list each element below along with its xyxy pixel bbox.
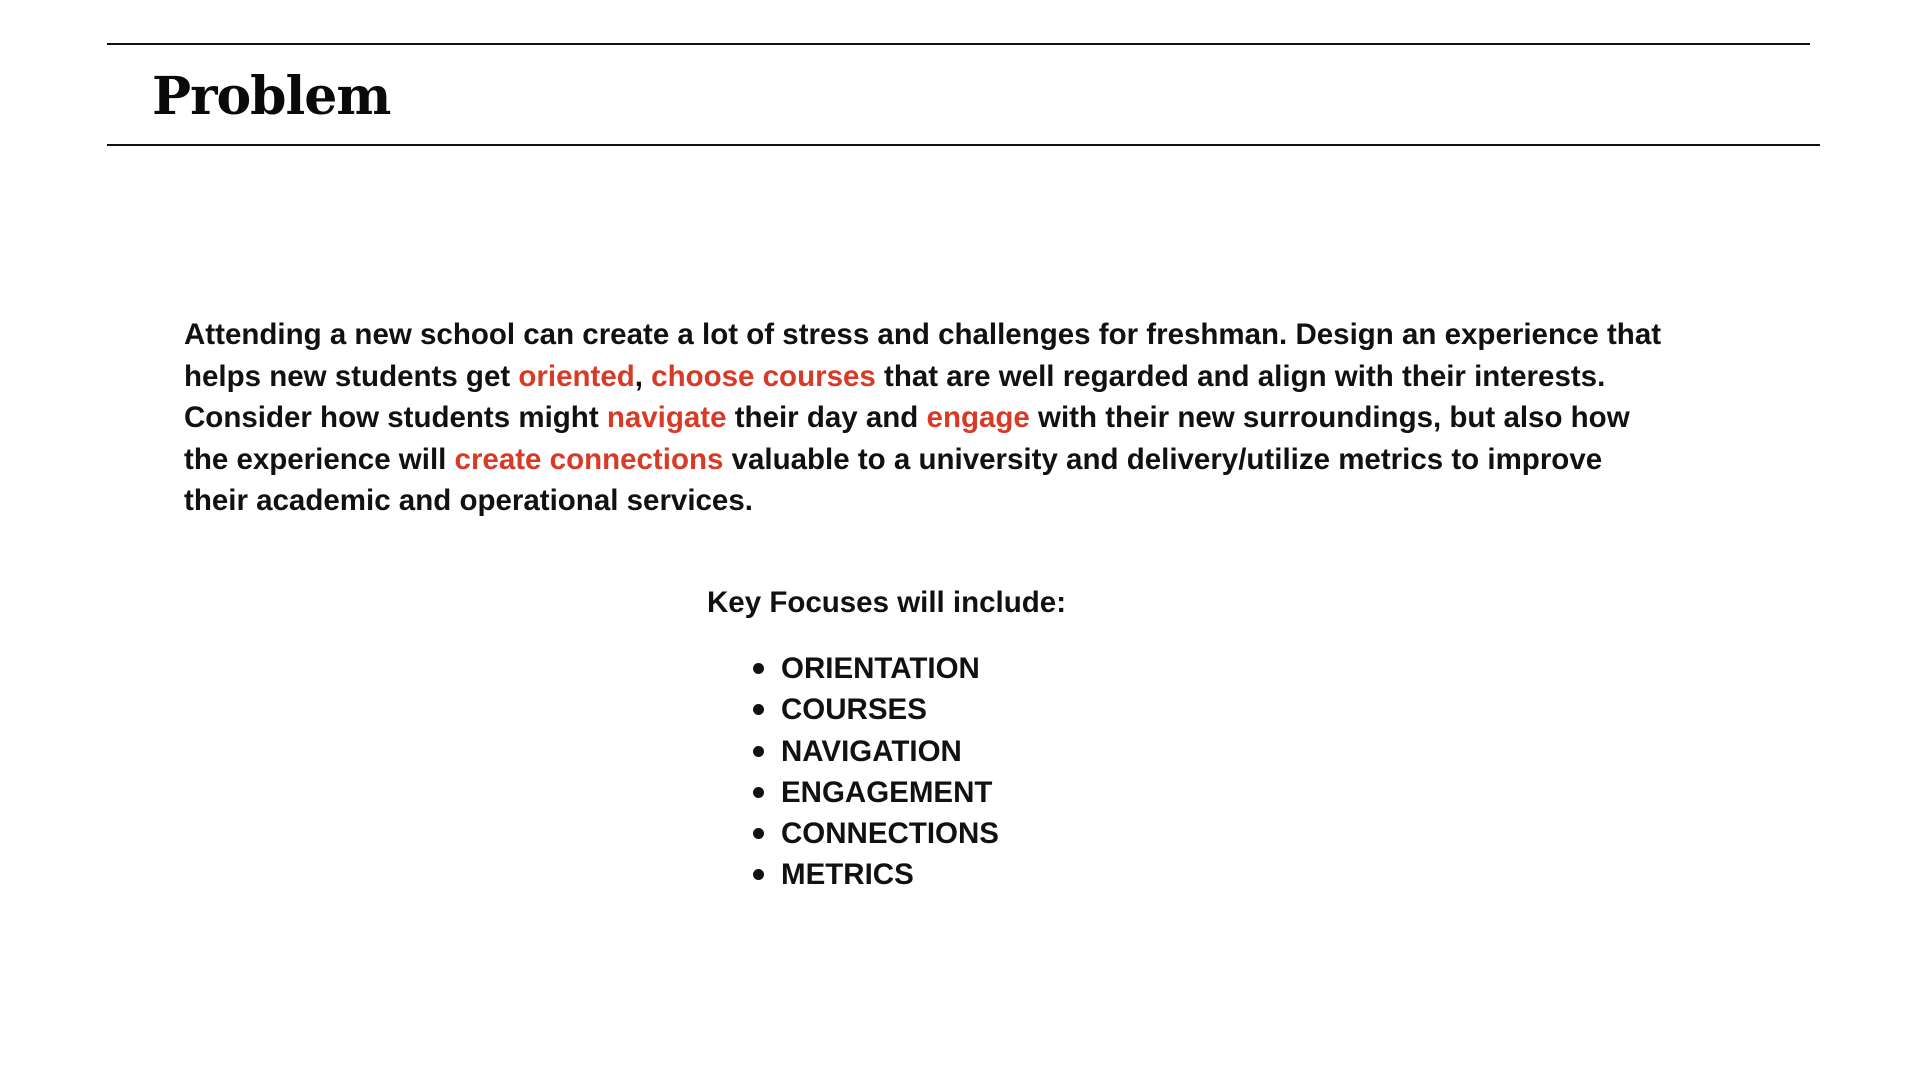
bullet-icon (753, 828, 764, 839)
focus-label: ENGAGEMENT (781, 775, 993, 809)
key-focuses-list (752, 648, 999, 896)
highlight-engage: engage (926, 401, 1030, 434)
bullet-icon (753, 704, 764, 715)
list-item (752, 689, 999, 730)
problem-statement (184, 314, 1674, 522)
header-top-rule (107, 43, 1810, 45)
page-title: Problem (152, 66, 391, 127)
focus-label: CONNECTIONS (781, 817, 999, 851)
list-item (752, 648, 999, 689)
focus-label: NAVIGATION (781, 734, 962, 768)
highlight-navigate: navigate (606, 401, 727, 434)
list-item (752, 772, 999, 813)
highlight-choose-courses: choose courses (651, 359, 876, 393)
statement-text: that are well regarded and align with their interests. Consider how students might (184, 359, 1606, 434)
bullet-icon (753, 787, 764, 798)
focus-label: METRICS (781, 858, 914, 892)
statement-text: their day and (726, 401, 927, 434)
highlight-create-connections: create connections (454, 442, 724, 476)
key-focuses-heading: Key Focuses will include: (707, 586, 1067, 619)
statement-text: , (634, 359, 652, 393)
list-item (752, 731, 999, 772)
statement-text: Attending a new school can create a lot of stress and challenges for freshman. Design an experience that helps new students get (184, 318, 1662, 393)
list-item (752, 854, 999, 895)
highlight-oriented: oriented (518, 359, 635, 393)
focus-label: COURSES (781, 693, 927, 727)
bullet-icon (753, 663, 764, 674)
statement-text: with their new surroundings, but also how the experience will (184, 401, 1630, 476)
bullet-icon (753, 869, 764, 880)
statement-text: valuable to a university and delivery/utilize metrics to improve their academic and operational services. (184, 442, 1603, 517)
list-item (752, 813, 999, 854)
bullet-icon (753, 746, 764, 757)
focus-label: ORIENTATION (781, 652, 980, 685)
header-bottom-rule (107, 144, 1820, 146)
